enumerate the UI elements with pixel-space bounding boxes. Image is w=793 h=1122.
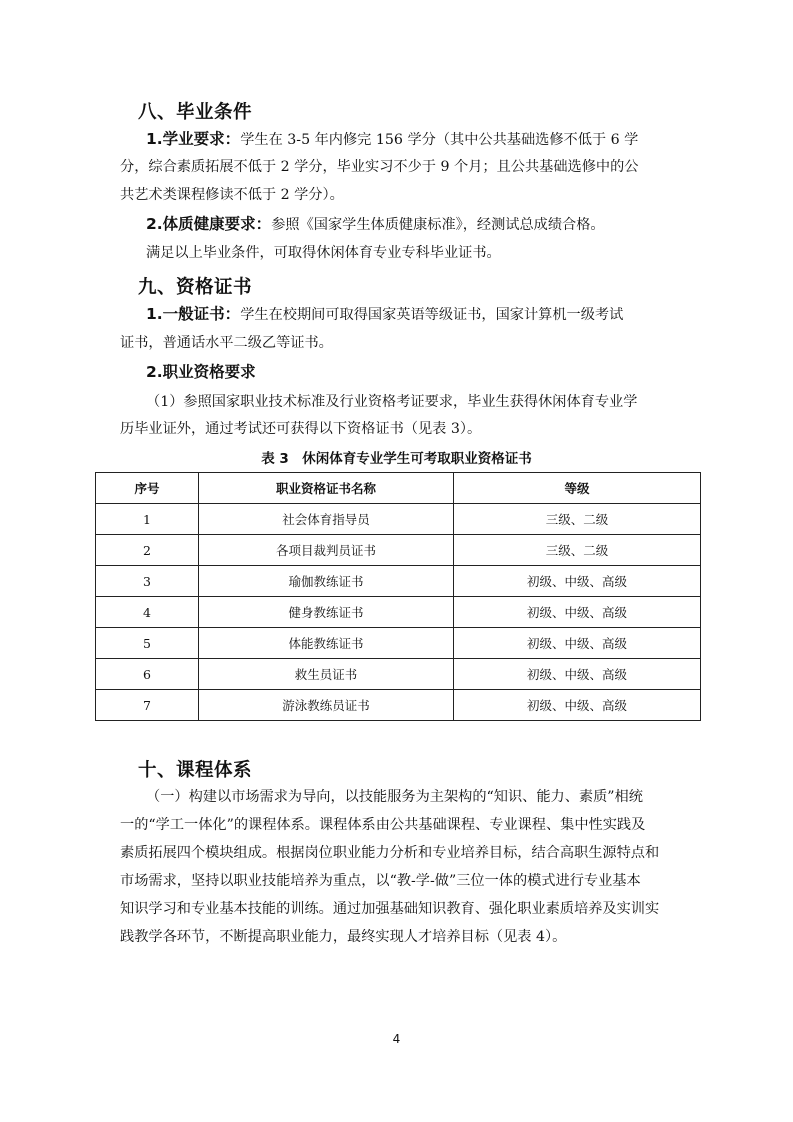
header-certificate-name: 职业资格证书名称 <box>199 473 454 504</box>
course-system-line-2: 一的“学工一体化”的课程体系。课程体系由公共基础课程、专业课程、集中性实践及 <box>120 817 646 833</box>
row-index: 6 <box>96 659 199 690</box>
academic-requirement-line-3: 共艺术类课程修读不低于 2 学分）。 <box>120 187 344 203</box>
table-row <box>96 566 701 597</box>
row-index: 5 <box>96 628 199 659</box>
row-level: 三级、二级 <box>454 535 701 566</box>
general-certificates <box>146 304 623 325</box>
physical-health-text: 参照《国家学生体质健康标准》，经测试总成绩合格。 <box>271 217 605 233</box>
graduation-summary: 满足以上毕业条件，可取得休闲体育专业专科毕业证书。 <box>146 245 501 261</box>
table-row <box>96 659 701 690</box>
academic-requirement-text: 学生在 3-5 年内修完 156 学分（其中公共基础选修不低于 6 学 <box>240 132 639 148</box>
general-certificates-label: 1.一般证书： <box>146 305 241 323</box>
row-certificate-name: 社会体育指导员 <box>199 504 454 535</box>
course-system-line-4: 市场需求，坚持以职业技能培养为重点，以“教-学-做”三位一体的模式进行专业基本 <box>120 873 641 889</box>
row-certificate-name: 瑜伽教练证书 <box>199 566 454 597</box>
header-level: 等级 <box>454 473 701 504</box>
row-level: 初级、中级、高级 <box>454 566 701 597</box>
academic-requirement-label: 1.学业要求： <box>146 130 241 148</box>
table-header-row <box>96 473 701 504</box>
physical-health-label: 2.体质健康要求： <box>146 215 272 233</box>
table-row <box>96 628 701 659</box>
academic-requirement-line-2: 分，综合素质拓展不低于 2 学分，毕业实习不少于 9 个月；且公共基础选修中的公 <box>120 159 639 175</box>
section-9-heading: 九、资格证书 <box>138 277 253 298</box>
row-certificate-name: 健身教练证书 <box>199 597 454 628</box>
course-system-line-5: 知识学习和专业基本技能的训练。通过加强基础知识教育、强化职业素质培养及实训实 <box>120 901 660 917</box>
certificate-table <box>95 472 701 721</box>
row-level: 初级、中级、高级 <box>454 690 701 721</box>
row-level: 初级、中级、高级 <box>454 659 701 690</box>
vocational-qualification-label: 2.职业资格要求 <box>146 363 256 381</box>
row-index: 3 <box>96 566 199 597</box>
physical-health-requirement <box>146 214 605 235</box>
general-certificates-line-2: 证书，普通话水平二级乙等证书。 <box>120 335 333 351</box>
general-certificates-text: 学生在校期间可取得国家英语等级证书，国家计算机一级考试 <box>240 307 624 323</box>
row-certificate-name: 各项目裁判员证书 <box>199 535 454 566</box>
table-3-caption: 表 3 休闲体育专业学生可考取职业资格证书 <box>261 451 532 467</box>
row-index: 4 <box>96 597 199 628</box>
section-8-heading: 八、毕业条件 <box>138 102 253 123</box>
row-level: 三级、二级 <box>454 504 701 535</box>
vocational-paragraph-line-1: （1）参照国家职业技术标准及行业资格考证要求，毕业生获得休闲体育专业学 <box>146 394 638 410</box>
vocational-paragraph-line-2: 历毕业证外，通过考试还可获得以下资格证书（见表 3）。 <box>120 421 482 437</box>
vocational-qualification <box>146 362 256 383</box>
row-certificate-name: 救生员证书 <box>199 659 454 690</box>
section-10-heading: 十、课程体系 <box>138 760 253 781</box>
graduation-academic-requirement <box>146 129 638 150</box>
row-index: 7 <box>96 690 199 721</box>
row-level: 初级、中级、高级 <box>454 597 701 628</box>
course-system-line-6: 践教学各环节，不断提高职业能力，最终实现人才培养目标（见表 4）。 <box>120 929 567 945</box>
table-row <box>96 597 701 628</box>
table-row <box>96 535 701 566</box>
page-number: 4 <box>392 1032 401 1046</box>
header-index: 序号 <box>96 473 199 504</box>
row-index: 1 <box>96 504 199 535</box>
row-index: 2 <box>96 535 199 566</box>
row-certificate-name: 体能教练证书 <box>199 628 454 659</box>
row-certificate-name: 游泳教练员证书 <box>199 690 454 721</box>
course-system-line-3: 素质拓展四个模块组成。根据岗位职业能力分析和专业培养目标，结合高职生源特点和 <box>120 845 660 861</box>
table-row <box>96 690 701 721</box>
row-level: 初级、中级、高级 <box>454 628 701 659</box>
course-system-line-1: （一）构建以市场需求为导向，以技能服务为主架构的“知识、能力、素质”相统 <box>146 789 643 805</box>
table-row <box>96 504 701 535</box>
